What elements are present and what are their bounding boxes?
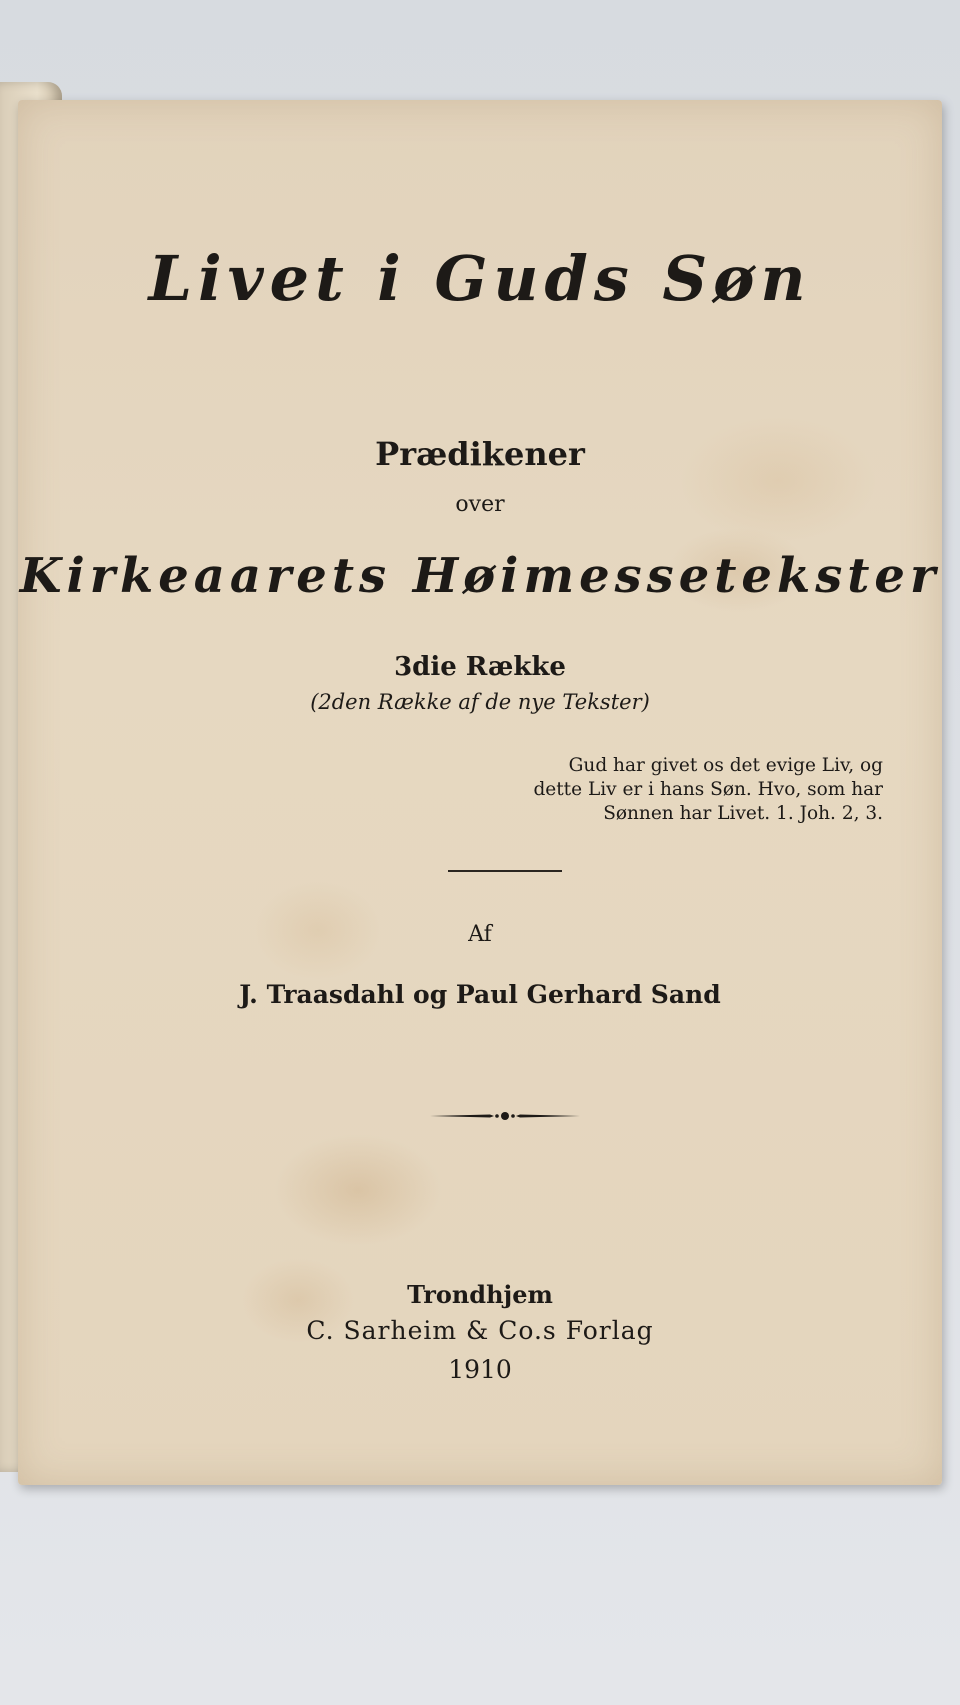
series-note: (2den Række af de nye Tekster) (310, 690, 650, 714)
title-page (18, 100, 942, 1485)
main-title: Kirkeaarets Høimessetekster (19, 548, 941, 604)
divider-rule (448, 870, 562, 872)
publication-city: Trondhjem (407, 1280, 553, 1309)
epigraph-line: Gud har givet os det evige Liv, og (568, 755, 883, 776)
series-label: 3die Række (394, 652, 566, 682)
ornament-divider (430, 1110, 580, 1122)
publication-year: 1910 (448, 1355, 512, 1384)
epigraph (523, 754, 883, 826)
book-subtitle: Prædikener (375, 435, 585, 473)
epigraph-line: Sønnen har Livet. 1. Joh. 2, 3. (603, 803, 883, 824)
publisher: C. Sarheim & Co.s Forlag (306, 1316, 654, 1345)
epigraph-line: dette Liv er i hans Søn. Hvo, som har (533, 779, 883, 800)
authors: J. Traasdahl og Paul Gerhard Sand (239, 980, 721, 1009)
by-label: Af (468, 922, 492, 947)
book-title: Livet i Guds Søn (148, 242, 812, 315)
connector-word: over (455, 492, 505, 517)
